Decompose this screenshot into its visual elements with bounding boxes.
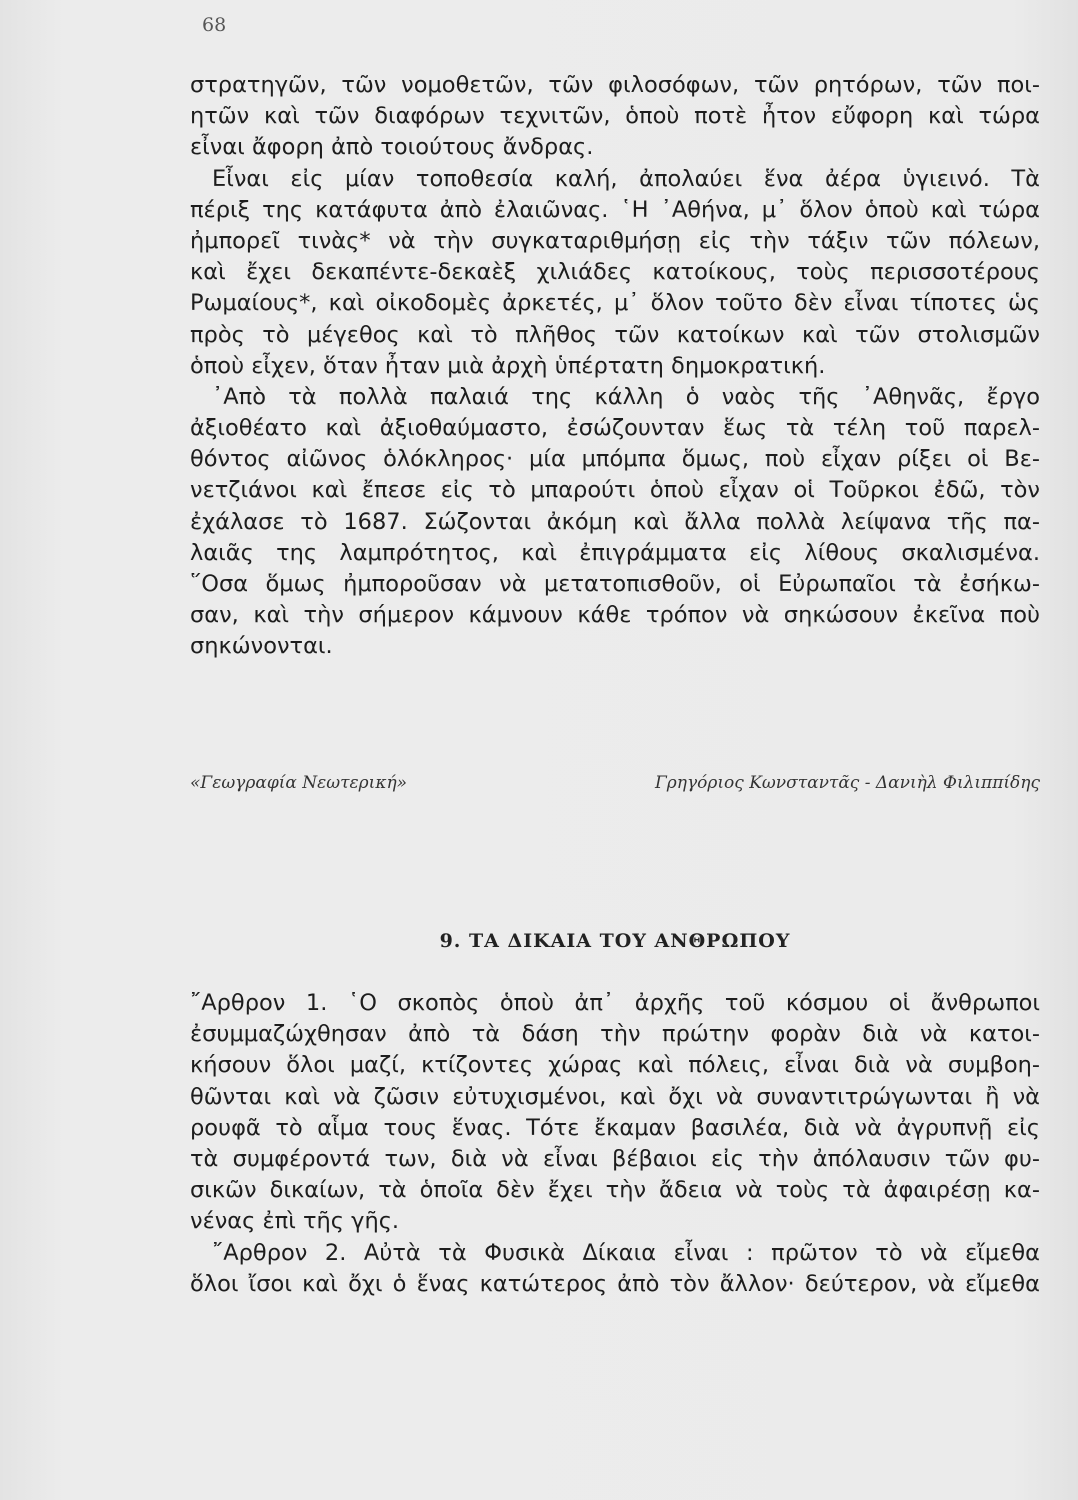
text-line: ᾿Απὸ τὰ πολλὰ παλαιά της κάλλη ὁ ναὸς τῆς ᾿Αθηνᾶς, ἔργο (212, 383, 1040, 410)
text-line: τὰ συμφέροντά των, διὰ νὰ εἶναι βέβαιοι εἰς τὴν ἀπόλαυσιν τῶν φυ- (190, 1145, 1040, 1172)
body-text-section-2 (190, 988, 1040, 1300)
source-title: «Γεωγραφία Νεωτερική» (190, 773, 408, 793)
text-line: νένας ἐπὶ τῆς γῆς. (190, 1208, 400, 1235)
section-heading: 9. ΤΑ ΔΙΚΑΙΑ ΤΟΥ ΑΝΘΡΩΠΟΥ (439, 930, 791, 952)
text-line: νετζιάνοι καὶ ἔπεσε εἰς τὸ μπαρούτι ὁποὺ εἶχαν οἱ Τοῦρκοι ἐδῶ, τὸν (190, 477, 1040, 504)
text-line: σικῶν δικαίων, τὰ ὁποῖα δὲν ἔχει τὴν ἄδεια νὰ τοὺς τὰ ἀφαιρέσῃ κα- (190, 1177, 1040, 1204)
source-citation (190, 773, 1040, 801)
text-line: στρατηγῶν, τῶν νομοθετῶν, τῶν φιλοσόφων, τῶν ρητόρων, τῶν ποι- (190, 72, 1040, 98)
text-line: σηκώνονται. (190, 633, 333, 660)
text-line: Εἶναι εἰς μίαν τοποθεσία καλή, ἀπολαύει ἕνα ἀέρα ὑγιεινό. Τὰ (212, 165, 1040, 192)
body-text-section-1 (190, 70, 1040, 663)
text-line: ὁποὺ εἶχεν, ὅταν ἦταν μιὰ ἀρχὴ ὑπέρτατη δημοκρατική. (190, 352, 826, 379)
text-line: θόντος αἰῶνος ὁλόκληρος· μία μπόμπα ὅμως, ποὺ εἶχαν ρίξει οἱ Βε- (190, 446, 1040, 473)
text-line: ρουφᾶ τὸ αἷμα τους ἕνας. Τότε ἔκαμαν βασιλέα, διὰ νὰ ἀγρυπνῇ εἰς (190, 1114, 1040, 1141)
text-line: ῎Αρθρον 1. ῾Ο σκοπὸς ὁποὺ ἀπ᾿ ἀρχῆς τοῦ κόσμου οἱ ἄνθρωποι (190, 990, 1040, 1016)
text-line: ὅλοι ἴσοι καὶ ὄχι ὁ ἕνας κατώτερος ἀπὸ τὸν ἄλλον· δεύτερον, νὰ εἴμεθα (190, 1270, 1040, 1297)
text-line: σαν, καὶ τὴν σήμερον κάμνουν κάθε τρόπον νὰ σηκώσουν ἐκεῖνα ποὺ (190, 602, 1040, 629)
text-line: καὶ ἔχει δεκαπέντε-δεκαὲξ χιλιάδες κατοίκους, τοὺς περισσοτέρους (190, 259, 1040, 286)
text-line: πέριξ της κατάφυτα ἀπὸ ἐλαιῶνας. ῾Η ᾿Αθήνα, μ᾿ ὅλον ὁποὺ καὶ τώρα (190, 196, 1040, 223)
text-line: λαιᾶς της λαμπρότητος, καὶ ἐπιγράμματα εἰς λίθους σκαλισμένα. (190, 539, 1040, 566)
text-line: ἐχάλασε τὸ 1687. Σώζονται ἀκόμη καὶ ἄλλα πολλὰ λείψανα τῆς πα- (190, 508, 1040, 535)
text-line: ἀξιοθέατο καὶ ἀξιοθαύμαστο, ἐσώζουνταν ἕως τὰ τέλη τοῦ παρελ- (190, 415, 1040, 442)
page-number: 68 (202, 14, 227, 36)
text-line: ητῶν καὶ τῶν διαφόρων τεχνιτῶν, ὁποὺ ποτὲ ἦτον εὔφορη καὶ τώρα (190, 103, 1040, 130)
text-line: θῶνται καὶ νὰ ζῶσιν εὐτυχισμένοι, καὶ ὄχι νὰ συναντιτρώγωνται ἢ νὰ (190, 1083, 1040, 1110)
source-authors: Γρηγόριος Κωνσταντᾶς - Δανιὴλ Φιλιππίδης (655, 773, 1040, 793)
text-line: κήσουν ὅλοι μαζί, κτίζοντες χώρας καὶ πόλεις, εἶναι διὰ νὰ συμβοη- (190, 1052, 1040, 1079)
text-line: ἐσυμμαζώχθησαν ἀπὸ τὰ δάση τὴν πρώτην φορὰν διὰ νὰ κατοι- (190, 1021, 1040, 1048)
text-line: Ρωμαίους*, καὶ οἰκοδομὲς ἀρκετές, μ᾿ ὅλον τοῦτο δὲν εἶναι τίποτες ὡς (190, 290, 1040, 317)
text-line: πρὸς τὸ μέγεθος καὶ τὸ πλῆθος τῶν κατοίκων καὶ τῶν στολισμῶν (190, 321, 1040, 348)
text-line: ῞Οσα ὅμως ἠμποροῦσαν νὰ μετατοπισθοῦν, οἱ Εὐρωπαῖοι τὰ ἐσήκω- (190, 571, 1040, 597)
text-line: ῎Αρθρον 2. Αὐτὰ τὰ Φυσικὰ Δίκαια εἶναι : πρῶτον τὸ νὰ εἴμεθα (212, 1239, 1040, 1266)
text-line: ἠμπορεῖ τινὰς* νὰ τὴν συγκαταριθμήσῃ εἰς τὴν τάξιν τῶν πόλεων, (190, 227, 1040, 254)
text-line: εἶναι ἄφορη ἀπὸ τοιούτους ἄνδρας. (190, 134, 594, 161)
